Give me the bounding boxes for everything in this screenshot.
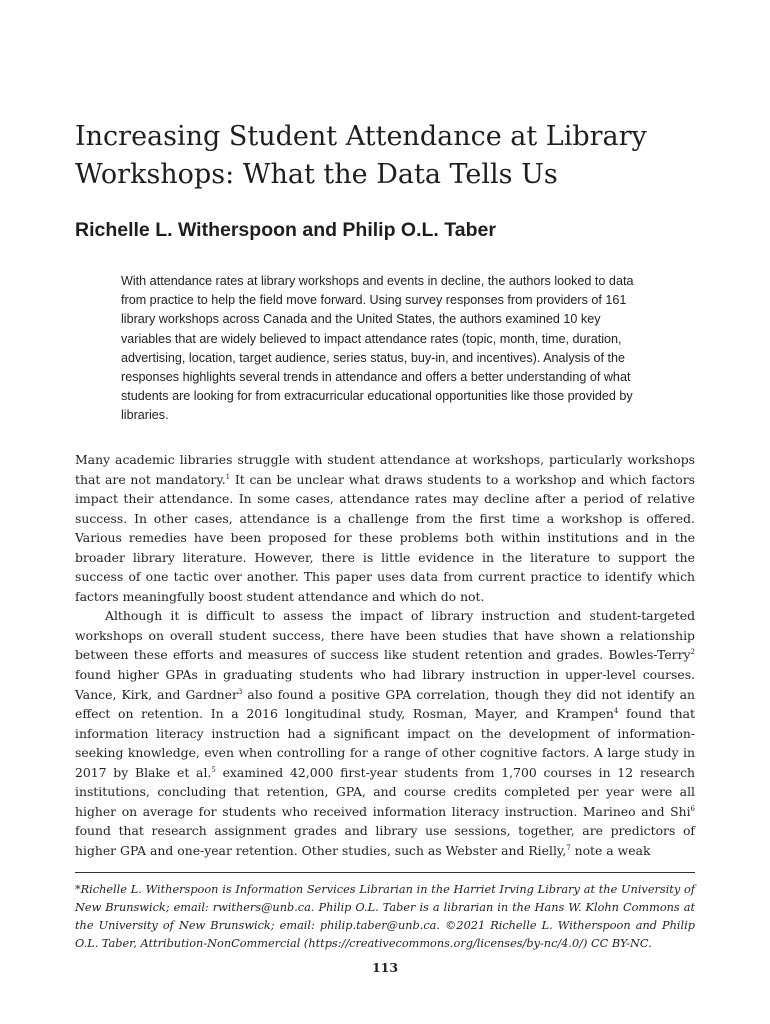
body-text: note a weak [570, 842, 651, 858]
body-text: Many academic libraries struggle with student attendance at workshops, particularly workshops that are not mandatory. [75, 452, 695, 487]
footnote-ref-5: 5 [211, 765, 216, 774]
footnote-ref-6: 6 [690, 804, 695, 813]
article-title: Increasing Student Attendance at Library Workshops: What the Data Tells Us [75, 121, 647, 190]
footnote-ref-1: 1 [225, 472, 231, 481]
article-abstract: With attendance rates at library workshops and events in decline, the authors looked to data from practice to help the field move forward. Using survey responses from providers of 161 library workshops across Canada and the United States, the authors examined 10 key variables that are widely believed to impact attendance rates (topic, month, time, duration, advertising, location, target audience, series status, buy-in, and incentives). Analysis of the responses highlights several trends in attendance and offers a better understanding of what students are looking for from extracurricular educational opportunities like those provided by libraries. [121, 274, 634, 423]
footnote-ref-7: 7 [566, 843, 571, 852]
body-paragraph-1 [75, 450, 695, 606]
body-text: Although it is difficult to assess the impact of library instruction and student-targeted workshops on overall student success, there have been studies that have shown a relationship between these efforts and measures of success like student retention and grades. Bowles-Terry [75, 608, 695, 663]
body-text: also found a positive GPA correlation, though they did not identify an effect on retention. In a 2016 longitudinal study, Rosman, Mayer, and Krampen [75, 686, 695, 722]
author-footnote: *Richelle L. Witherspoon is Information Services Librarian in the Harriet Irving Library at the University of New Brunswick; email: rwithers@unb.ca. Philip O.L. Taber is a librarian in the Hans W. Klohn Commons at the University of New Brunswick; email: philip.taber@unb.ca. ©2021 Richelle L. Witherspoon and Philip O.L. Taber, Attribution-NonCommercial (https://creativecommons.org/licenses/by-nc/4.0/) CC BY-NC. [75, 883, 695, 950]
body-text: examined 42,000 first-year students from 1,700 courses in 12 research institutions, concluding that retention, GPA, and course credits completed per year were all higher on average for students who received information literacy instruction. Marineo and Shi [75, 764, 695, 819]
body-paragraph-2 [75, 606, 695, 860]
footnote-ref-2: 2 [690, 648, 695, 657]
body-text: found higher GPAs in graduating students who had library instruction in upper-level courses. Vance, Kirk, and Gardner [75, 667, 695, 702]
body-text: found that research assignment grades and library use sessions, together, are predictors of higher GPA and one-year retention. Other studies, such as Webster and Rielly, [75, 823, 695, 858]
body-text: found that information literacy instruction had a significant impact on the development of information-seeking knowledge, even when controlling for a range of other cognitive factors. A large study in 2017 by Blake et al. [75, 706, 695, 780]
footnote-ref-4: 4 [613, 707, 619, 716]
body-text: It can be unclear what draws students to a workshop and which factors impact their attendance. In some cases, attendance rates may decline after a period of relative success. In other cases, attendance is a challenge from the first time a workshop is offered. Various remedies have been proposed for these problems both within institutions and in the broader library literature. However, there is little evidence in the literature to support the success of one tactic over another. This paper uses data from current practice to identify which factors meaningfully boost student attendance and which do not. [75, 471, 695, 604]
article-body [75, 450, 695, 860]
footnote-divider [75, 872, 695, 873]
page-number: 113 [371, 960, 399, 975]
footnote-ref-3: 3 [237, 687, 243, 696]
article-authors: Richelle L. Witherspoon and Philip O.L. Taber [75, 219, 496, 241]
